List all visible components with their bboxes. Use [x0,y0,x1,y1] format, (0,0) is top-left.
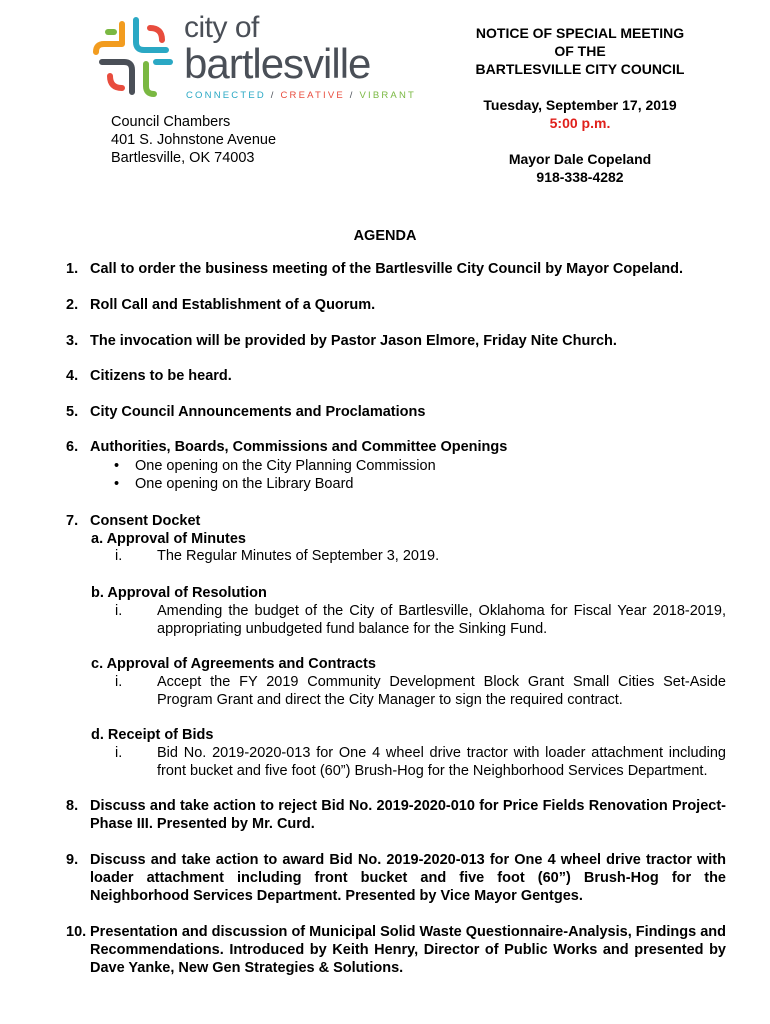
sub-item-text: Accept the FY 2019 Community Development Block Grant Small Cities Set-Aside Program Grant and direct the City Manager to sign the required contract. [157,674,726,708]
bartlesville-logo-mark-icon [92,14,176,98]
sub-item [115,602,726,638]
tagline-separator: / [265,90,281,101]
logo-tagline [186,90,416,102]
sub-item-text: Amending the budget of the City of Bartlesville, Oklahoma for Fiscal Year 2018-2019, appropriating unbudgeted fund balance for the Sinking Fund. [157,603,726,637]
meeting-date: Tuesday, September 17, 2019 [483,97,677,113]
roman-numeral: i. [115,548,123,564]
item-number: 4. [66,368,79,384]
sub-item-text: The Regular Minutes of September 3, 2019. [157,548,440,564]
item-text: City Council Announcements and Proclamations [90,404,426,420]
city-logo [92,11,417,101]
agenda-item [66,512,726,530]
sub-heading: b. Approval of Resolution [91,585,267,601]
bullet-text: One opening on the City Planning Commission [135,458,436,474]
sub-item [115,673,726,709]
sub-heading: a. Approval of Minutes [91,531,246,547]
roman-numeral: i. [115,674,123,690]
roman-numeral: i. [115,603,123,619]
notice-line: OF THE [554,43,606,59]
notice-line: NOTICE OF SPECIAL MEETING [475,25,685,41]
list-item [114,457,436,475]
tagline-vibrant: VIBRANT [359,90,417,101]
agenda-item [66,403,726,421]
notice-line: BARTLESVILLE CITY COUNCIL [475,61,685,77]
item-text: Discuss and take action to reject Bid No. 2019-2020-010 for Price Fields Renovation Project-Phase III. Presented by Mr. Curd. [90,798,726,832]
bullet-icon: • [114,476,120,492]
item-number: 6. [66,439,79,455]
item-number: 2. [66,297,79,313]
item-number: 8. [66,798,79,814]
sub-heading: c. Approval of Agreements and Contracts [91,656,376,672]
meeting-time: 5:00 p.m. [549,115,611,131]
tagline-creative: CREATIVE [280,90,345,101]
agenda-item [66,797,726,833]
agenda-title: AGENDA [353,228,417,244]
location-line: 401 S. Johnstone Avenue [111,132,277,148]
bullet-text: One opening on the Library Board [135,476,354,492]
sub-item-text: Bid No. 2019-2020-013 for One 4 wheel drive tractor with loader attachment including front bucket and five foot (60”) Brush-Hog for the Neighborhood Services Department. [157,745,726,779]
location-line: Bartlesville, OK 74003 [111,150,255,166]
sub-item [115,744,726,780]
item-text: Authorities, Boards, Commissions and Committee Openings [90,439,508,455]
mayor-name: Mayor Dale Copeland [508,151,652,167]
agenda-item [66,851,726,905]
item-text: The invocation will be provided by Pastor Jason Elmore, Friday Nite Church. [90,333,617,349]
item-number: 10. [66,924,87,940]
meeting-location [111,113,276,167]
agenda-item [66,296,726,314]
item-text: Call to order the business meeting of the Bartlesville City Council by Mayor Copeland. [90,261,683,277]
item-number: 3. [66,333,79,349]
item-number: 9. [66,852,79,868]
item-text: Discuss and take action to award Bid No. 2019-2020-013 for One 4 wheel drive tractor with loader attachment including front bucket and five foot (60”) Brush-Hog for the Neighborhood Services Department. Presented by Vice Mayor Gentges. [90,852,726,904]
agenda-item [66,260,726,278]
item-number: 1. [66,261,79,277]
tagline-separator: / [344,90,360,101]
item-text: Citizens to be heard. [90,368,232,384]
item-text: Roll Call and Establishment of a Quorum. [90,297,376,313]
item-number: 7. [66,513,79,529]
logo-text-city-of: city of [184,11,259,44]
roman-numeral: i. [115,745,123,761]
agenda-item [66,923,726,977]
item-text: Presentation and discussion of Municipal Solid Waste Questionnaire-Analysis, Findings and Recommendations. Introduced by Keith Henry, Director of Public Works and presented by Dave Yanke, New Gen Strategies & Solutions. [90,924,726,976]
bullet-icon: • [114,458,120,474]
agenda-item [66,332,726,350]
agenda-item [66,367,726,385]
logo-text-bartlesville: bartlesville [184,40,371,87]
item-number: 5. [66,404,79,420]
item-text: Consent Docket [90,513,201,529]
tagline-connected: CONNECTED [186,90,266,101]
meeting-notice [440,24,720,186]
location-line: Council Chambers [111,114,231,130]
sub-item [115,547,726,565]
mayor-phone: 918-338-4282 [536,169,624,185]
sub-heading: d. Receipt of Bids [91,727,214,743]
list-item [114,475,353,493]
agenda-item [66,438,726,456]
